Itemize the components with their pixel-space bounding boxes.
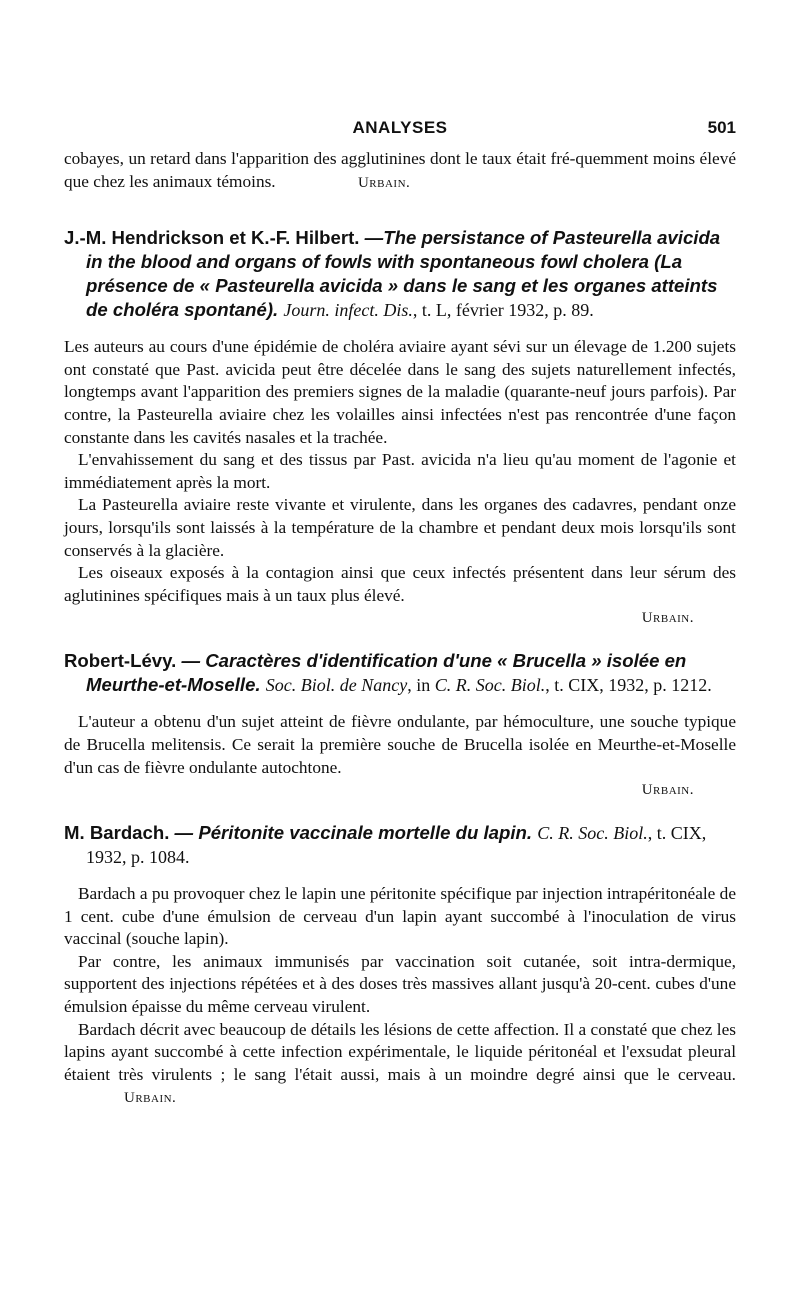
- entry-source: , in: [407, 675, 435, 696]
- entry-paragraph: Les oiseaux exposés à la contagion ainsi que ceux infectés présentent dans leur sérum des aglutinines spécifiques mais à un taux plus élevé.: [64, 563, 736, 605]
- entry-authors: J.-M. Hendrickson et K.-F. Hilbert.: [64, 227, 360, 249]
- entry-source: , t. CIX, 1932, p. 1084.: [86, 823, 707, 868]
- entry-paragraph: [64, 1019, 736, 1110]
- entry-reference: [64, 226, 736, 322]
- page-number: 501: [707, 118, 736, 137]
- entry-journal-2: C. R. Soc. Biol.: [434, 675, 546, 696]
- entry-source-2: , t. CIX, 1932, p. 1212.: [545, 675, 712, 696]
- entry-paragraph-text: Bardach décrit avec beaucoup de détails les lésions de cette affection. Il a constaté que chez les lapins ayant succombé à cette infection expérimentale, le liquide péritonéal et l'exsudat pleural étaient très virulents ; le sang l'était aussi, mais à un moindre degré ainsi que le cerveau.: [64, 1019, 736, 1084]
- entry-paragraph: La Pasteurella aviaire reste vivante et virulente, dans les organes des cadavres, pendant onze jours, lorsqu'ils sont laissés à la température de la chambre et pendant deux mois lorsqu'ils sont conservés à la glacière.: [64, 495, 736, 560]
- entry-title: — Caractères d'identification d'une « Brucella » isolée en Meurthe-et-Moselle.: [86, 650, 687, 696]
- entry-journal: Soc. Biol. de Nancy: [265, 675, 408, 696]
- entry-reference: [64, 649, 736, 697]
- intro-signature: Urbain.: [357, 174, 411, 191]
- entry-journal: C. R. Soc. Biol.: [537, 823, 648, 844]
- running-head: [64, 118, 736, 148]
- entry-paragraph: L'envahissement du sang et des tissus par Past. avicida n'a lieu qu'au moment de l'agonie et immédiatement après la mort.: [64, 450, 736, 492]
- entry-hendrickson: [64, 226, 736, 629]
- entry-authors: Robert-Lévy.: [64, 650, 177, 672]
- entry-bardach: [64, 821, 736, 1110]
- entry-source: , t. L, février 1932, p. 89.: [412, 300, 594, 321]
- entry-title: — Péritonite vaccinale mortelle du lapin.: [169, 822, 533, 844]
- entry-title: —The persistance of Pasteurella avicida in the blood and organs of fowls with spontaneous fowl cholera (La présence de « Pasteurella avicida » dans le sang et les organes atteints de choléra spontané).: [86, 227, 721, 321]
- entry-signature: Urbain.: [124, 1090, 177, 1107]
- entry-robert-levy: [64, 649, 736, 801]
- entry-signature: Urbain.: [641, 610, 694, 627]
- running-title: ANALYSES: [352, 118, 448, 137]
- entry-paragraph: L'auteur a obtenu d'un sujet atteint de fièvre ondulante, par hémoculture, une souche typique de Brucella melitensis. Ce serait la première souche de Brucella isolée en Meurthe-et-Moselle d'un cas de fièvre ondulante autochtone.: [64, 712, 736, 777]
- intro-paragraph: [64, 148, 736, 194]
- entry-paragraph: Les auteurs au cours d'une épidémie de choléra aviaire ayant sévi sur un élevage de 1.200 sujets ont constaté que Past. avicida peut être décelée dans le sang des sujets naturellement infectés, longtemps avant l'apparition des premiers signes de la maladie (quarante-neuf jours parfois). Par contre, la Pasteurella aviaire chez les volailles ainsi infectées n'est pas rencontrée d'une façon constante dans les cavités nasales et la trachée.: [64, 337, 736, 447]
- entry-reference: [64, 821, 736, 869]
- entry-authors: M. Bardach.: [64, 822, 170, 844]
- page: [64, 118, 736, 1110]
- entry-journal: Journ. infect. Dis.: [283, 300, 413, 321]
- entry-paragraph: Par contre, les animaux immunisés par vaccination soit cutanée, soit intra-dermique, supportent des injections répétées et à des doses très massives allant jusqu'à 20-cent. cubes d'une émulsion épaisse du même cerveau virulent.: [64, 951, 736, 1017]
- entry-signature: Urbain.: [641, 782, 694, 799]
- intro-text: cobayes, un retard dans l'apparition des agglutinines dont le taux était fré-quemment moins élevé que chez les animaux témoins.: [64, 149, 736, 191]
- entry-paragraph: Bardach a pu provoquer chez le lapin une péritonite spécifique par injection intrapéritonéale de 1 cent. cube d'une émulsion de cerveau d'un lapin ayant succombé à l'inoculation de virus vaccinal (souche lapin).: [64, 884, 736, 949]
